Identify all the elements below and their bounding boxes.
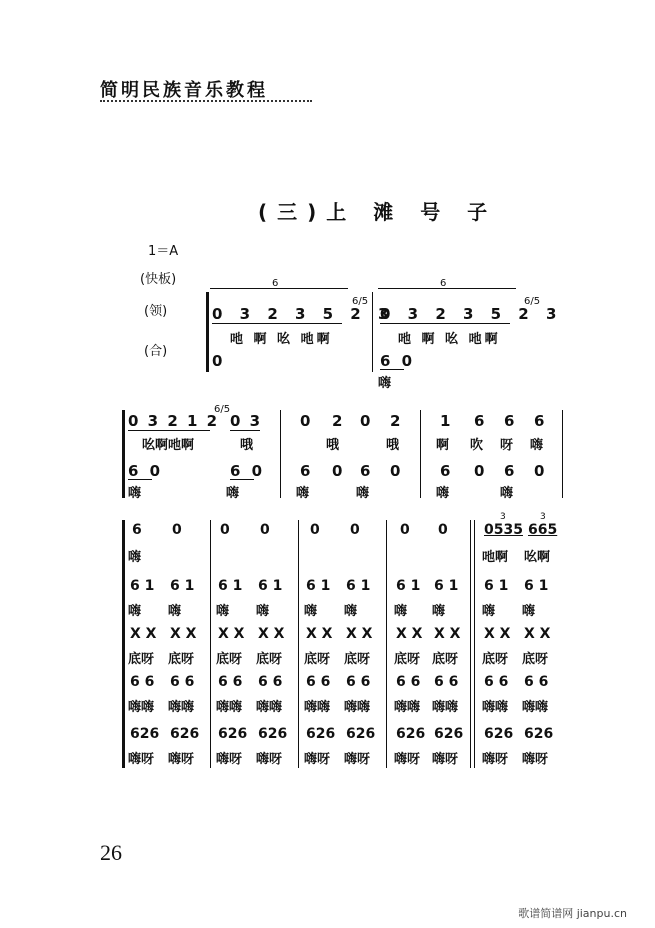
note-group: 6 1 — [258, 578, 283, 594]
system3-brace — [122, 520, 125, 768]
note: 6 — [504, 412, 515, 430]
note-group: 6 6 — [170, 674, 195, 690]
note-group: X X — [170, 626, 197, 642]
lyric: 嗨 — [530, 438, 544, 453]
system2-lead-lyric-1: 吆啊吔啊 — [142, 438, 195, 453]
lyric: 吔啊 — [482, 550, 509, 565]
note-group: 6 1 — [396, 578, 421, 594]
note-group: 626 — [218, 726, 248, 742]
book-title: 简明民族音乐教程 — [100, 80, 268, 101]
lyric: 底呀 — [256, 652, 283, 667]
note-group: X X — [484, 626, 511, 642]
lyric: 嗨 — [482, 604, 496, 619]
system1-lead-lyrics-2: 吔 啊 吆 吔啊 — [398, 332, 501, 347]
watermark: 歌谱简谱网 jianpu.cn — [518, 907, 627, 920]
note-group: X X — [524, 626, 551, 642]
note: 0 — [400, 522, 410, 538]
chorus-notes: 6 0 — [128, 462, 164, 480]
lyric: 嗨 — [394, 604, 408, 619]
note-group: X X — [218, 626, 245, 642]
lyric: 哦 — [386, 438, 400, 453]
note-group: 6 1 — [434, 578, 459, 594]
beam — [128, 430, 210, 431]
lyric: 呀 — [500, 438, 514, 453]
lyric: 底呀 — [394, 652, 421, 667]
beam — [230, 479, 254, 480]
note-group: 6 1 — [524, 578, 549, 594]
note: 2 — [332, 412, 343, 430]
header-rule — [100, 100, 312, 102]
system2-lead-notes-a: 0 3 2 1 2 — [128, 412, 220, 430]
note-group: 6 1 — [306, 578, 331, 594]
lyric: 嗨 — [256, 604, 270, 619]
lyric: 嗨呀 — [304, 752, 331, 767]
lyric: 底呀 — [482, 652, 509, 667]
note: 6 — [474, 412, 485, 430]
lyric: 嗨呀 — [344, 752, 371, 767]
note: 0 — [332, 462, 343, 480]
part-label-chorus: (合) — [144, 344, 168, 359]
chorus-notes: 6 0 — [230, 462, 266, 480]
lyric: 嗨嗨 — [522, 700, 549, 715]
lyric: 底呀 — [304, 652, 331, 667]
system1-chorus-rest: 0 — [212, 352, 223, 370]
lyric: 底呀 — [128, 652, 155, 667]
note-group: 6 1 — [484, 578, 509, 594]
note: 0 — [260, 522, 270, 538]
tuplet-bracket-1 — [210, 288, 348, 289]
grace-note-1: 6/5 — [352, 296, 369, 307]
note: 0 — [310, 522, 320, 538]
triplet-number: 3 — [540, 512, 546, 522]
lyric: 嗨 — [226, 486, 240, 501]
lyric: 嗨嗨 — [128, 700, 155, 715]
key-signature: 1＝A — [148, 244, 179, 259]
system2-brace — [122, 410, 125, 498]
lyric: 嗨嗨 — [256, 700, 283, 715]
lyric: 底呀 — [216, 652, 243, 667]
page-number: 26 — [100, 840, 122, 865]
lyric: 嗨呀 — [522, 752, 549, 767]
tuplet-bracket-2 — [378, 288, 516, 289]
lyric: 嗨呀 — [394, 752, 421, 767]
lyric: 嗨嗨 — [304, 700, 331, 715]
lyric: 嗨 — [432, 604, 446, 619]
note: 0 — [474, 462, 485, 480]
note-group: 626 — [170, 726, 200, 742]
note: 6 — [132, 522, 142, 538]
system1-lead-lyrics-1: 吔 啊 吆 吔啊 — [230, 332, 333, 347]
tuplet-number-2: 6 — [440, 278, 447, 289]
note-group: 6 6 — [258, 674, 283, 690]
grace-note: 6/5 — [214, 404, 231, 415]
note-group: 6 6 — [218, 674, 243, 690]
barline — [372, 292, 373, 372]
note-group: X X — [258, 626, 285, 642]
lyric: 嗨 — [128, 604, 142, 619]
note: 0 — [172, 522, 182, 538]
beam-chorus-1 — [380, 369, 404, 370]
lyric: 嗨 — [356, 486, 370, 501]
note-group: X X — [306, 626, 333, 642]
barline — [420, 410, 421, 498]
barline — [470, 520, 471, 768]
note-group: 626 — [434, 726, 464, 742]
note-group: 6 1 — [170, 578, 195, 594]
lyric: 嗨 — [128, 486, 142, 501]
lyric: 嗨嗨 — [344, 700, 371, 715]
lyric: 嗨 — [344, 604, 358, 619]
lyric: 嗨 — [168, 604, 182, 619]
note-group: 6 6 — [346, 674, 371, 690]
note-group: X X — [346, 626, 373, 642]
note-group: 665 — [528, 522, 558, 538]
note: 0 — [390, 462, 401, 480]
system2-lead-lyric-2: 哦 — [240, 438, 254, 453]
lyric: 底呀 — [344, 652, 371, 667]
beam-2 — [380, 323, 510, 324]
note: 0 — [300, 412, 311, 430]
beam — [230, 430, 260, 431]
system1-lead-notes-1: 0 3 2 3 5 2 3 — [212, 305, 395, 323]
lyric: 嗨 — [296, 486, 310, 501]
lyric: 嗨呀 — [216, 752, 243, 767]
note-group: 6 6 — [434, 674, 459, 690]
barline — [210, 520, 211, 768]
lyric: 嗨呀 — [256, 752, 283, 767]
lyric: 底呀 — [168, 652, 195, 667]
lyric: 底呀 — [432, 652, 459, 667]
lyric: 嗨 — [436, 486, 450, 501]
note-group: 6 1 — [130, 578, 155, 594]
note: 0 — [360, 412, 371, 430]
note: 6 — [534, 412, 545, 430]
note: 6 — [300, 462, 311, 480]
note-group: X X — [396, 626, 423, 642]
lyric: 吹 — [470, 438, 484, 453]
lyric: 嗨呀 — [432, 752, 459, 767]
note: 6 — [440, 462, 451, 480]
barline — [386, 520, 387, 768]
barline — [562, 410, 563, 498]
beam-1 — [212, 323, 342, 324]
note: 1 — [440, 412, 451, 430]
note: 0 — [220, 522, 230, 538]
note: 6 — [504, 462, 515, 480]
lyric: 嗨 — [500, 486, 514, 501]
barline-double — [474, 520, 475, 768]
note-group: 626 — [306, 726, 336, 742]
grace-note-2: 6/5 — [524, 296, 541, 307]
note-group: 626 — [130, 726, 160, 742]
note-group: 0535 — [484, 522, 523, 538]
lyric: 啊 — [436, 438, 450, 453]
lyric: 嗨 — [304, 604, 318, 619]
lyric: 底呀 — [522, 652, 549, 667]
note: 0 — [350, 522, 360, 538]
system1-chorus-lyric: 嗨 — [378, 376, 392, 391]
note: 2 — [390, 412, 401, 430]
lyric: 嗨呀 — [168, 752, 195, 767]
lyric: 嗨嗨 — [432, 700, 459, 715]
lyric: 嗨嗨 — [482, 700, 509, 715]
lyric: 嗨嗨 — [216, 700, 243, 715]
system1-brace — [206, 292, 209, 372]
note-group: 6 6 — [524, 674, 549, 690]
triplet-number: 3 — [500, 512, 506, 522]
lyric: 嗨嗨 — [394, 700, 421, 715]
piece-title: (三)上 滩 号 子 — [258, 200, 498, 224]
lyric: 嗨呀 — [482, 752, 509, 767]
note-group: 6 6 — [306, 674, 331, 690]
note: 6 — [360, 462, 371, 480]
note-group: 626 — [396, 726, 426, 742]
tempo-marking: (快板) — [140, 272, 177, 287]
lyric: 嗨 — [128, 550, 142, 565]
note-group: 626 — [484, 726, 514, 742]
tuplet-number-1: 6 — [272, 278, 279, 289]
lyric: 嗨嗨 — [168, 700, 195, 715]
system1-chorus-notes: 6 0 — [380, 352, 416, 370]
lyric: 吆啊 — [524, 550, 551, 565]
note-group: 6 6 — [484, 674, 509, 690]
lyric: 嗨 — [216, 604, 230, 619]
note-group: X X — [130, 626, 157, 642]
beam — [128, 479, 152, 480]
note-group: 6 6 — [130, 674, 155, 690]
note-group: 626 — [346, 726, 376, 742]
note-group: 6 1 — [218, 578, 243, 594]
note: 0 — [534, 462, 545, 480]
lyric: 哦 — [326, 438, 340, 453]
barline — [298, 520, 299, 768]
part-label-lead: (领) — [144, 304, 168, 319]
lyric: 嗨 — [522, 604, 536, 619]
barline — [280, 410, 281, 498]
note-group: 626 — [258, 726, 288, 742]
note-group: 626 — [524, 726, 554, 742]
note: 0 — [438, 522, 448, 538]
lyric: 嗨呀 — [128, 752, 155, 767]
note-group: 6 1 — [346, 578, 371, 594]
note-group: 6 6 — [396, 674, 421, 690]
system2-lead-notes-b: 0 3 — [230, 412, 263, 430]
note-group: X X — [434, 626, 461, 642]
system1-lead-notes-2: 0 3 2 3 5 2 3 — [380, 305, 563, 323]
